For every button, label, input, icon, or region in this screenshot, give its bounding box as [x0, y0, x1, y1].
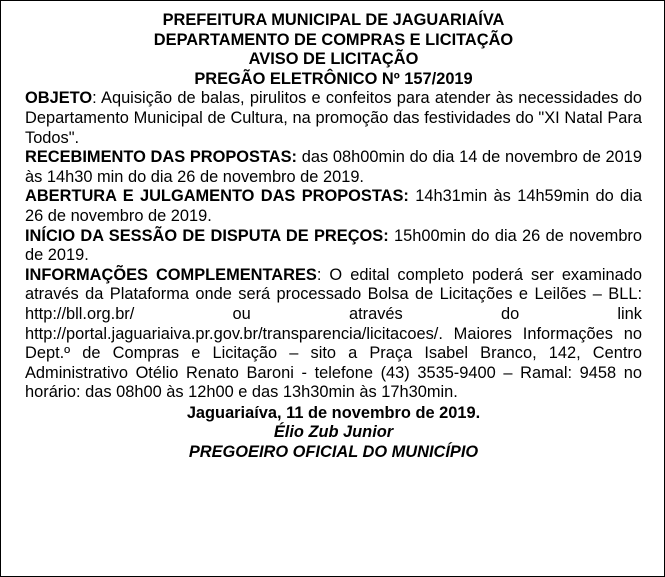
abertura-text: 14h31min às 14h59min do dia 26 de novembro de 2019.	[25, 187, 642, 225]
date-line: Jaguariaíva, 11 de novembro de 2019.	[186, 403, 481, 422]
auction-number: PREGÃO ELETRÔNICO Nº 157/2019	[194, 69, 473, 88]
objeto-label: OBJETO	[25, 89, 93, 108]
inicio-paragraph	[25, 227, 642, 266]
inicio-text: 15h00min do dia 26 de novembro de 2019.	[25, 226, 643, 265]
recebimento-text: das 08h00min do dia 14 de novembro de 2019 às 14h30 min do dia 26 de novembro de 2019.	[25, 148, 642, 186]
municipality-title: PREFEITURA MUNICIPAL DE JAGUARIAÍVA	[162, 11, 505, 29]
recebimento-paragraph	[25, 148, 642, 187]
signer-name: Élio Zub Junior	[273, 423, 394, 442]
notice-type: AVISO DE LICITAÇÃO	[248, 50, 419, 69]
info-label: INFORMAÇÕES COMPLEMENTARES	[25, 265, 317, 284]
abertura-paragraph	[25, 187, 642, 226]
department-title: DEPARTAMENTO DE COMPRAS E LICITAÇÃO	[153, 30, 514, 49]
objeto-paragraph	[25, 89, 642, 148]
abertura-label: ABERTURA E JULGAMENTO DAS PROPOSTAS:	[25, 187, 409, 206]
info-text: : O edital completo poderá ser examinado através da Plataforma onde será processado Bolsa de Licitações e Leilões – BLL: http://bll.org.br/ ou através do link http://portal.jaguariaiva.pr.gov.br/transparencia/licitacoes/. Maiores Informações no Dept.º de Compras e Licitação – sito a Praça Isabel Branco, 142, Centro Administrativo Otélio Renato Baroni - telefone (43) 3535-9400 – Ramal: 9458 no horário: das 08h00 às 12h00 e das 13h30min às 17h30min.	[25, 265, 643, 402]
objeto-text: : Aquisição de balas, pirulitos e confeitos para atender às necessidades do Departamento Municipal de Cultura, na promoção das festividades do "XI Natal Para Todos".	[25, 89, 642, 147]
signer-title: PREGOEIRO OFICIAL DO MUNICÍPIO	[188, 443, 479, 462]
recebimento-label: RECEBIMENTO DAS PROPOSTAS:	[25, 148, 298, 167]
info-paragraph	[25, 266, 642, 403]
notice-header	[25, 11, 642, 89]
notice-footer	[25, 404, 642, 463]
inicio-label: INÍCIO DA SESSÃO DE DISPUTA DE PREÇOS:	[25, 226, 389, 245]
